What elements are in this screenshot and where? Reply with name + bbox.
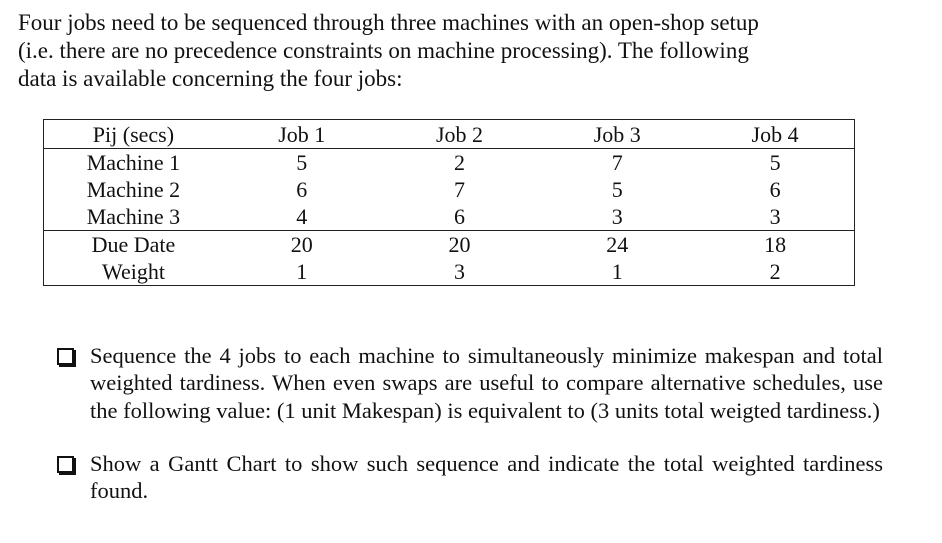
table-cell: 5	[611, 177, 623, 202]
column-header-job-2: Job 2	[435, 121, 484, 147]
task-text: Sequence the 4 jobs to each machine to simultaneously minimize makespan and total weighted tardiness. When even swaps are useful to compare alternative schedules, use the following value: (1 unit Makespan) is equivalent to (3 units total weigted tardiness.)	[90, 343, 883, 423]
table-cell: 1	[611, 259, 623, 284]
table-cell: 3	[769, 204, 781, 229]
table-cell: 5	[696, 149, 854, 177]
column-header-job-4: Job 4	[751, 121, 799, 147]
table-cell: 5	[223, 149, 381, 177]
list-item	[57, 342, 883, 424]
row-label: Due Date	[44, 231, 223, 259]
table-cell: 2	[769, 259, 781, 284]
table-cell: 6	[454, 204, 466, 229]
table-corner-label: Pij (secs)	[92, 121, 175, 147]
table-cell: 7	[538, 149, 696, 177]
column-header-job-3: Job 3	[593, 121, 641, 147]
intro-paragraph: Four jobs need to be sequenced through three machines with an open-shop setup (i.e. there are no precedence constraints on machine processing). The following data is available concerning the four jobs:	[18, 10, 759, 91]
job-data-table	[43, 119, 855, 286]
row-label: Weight	[101, 259, 165, 284]
checkbox-icon	[57, 348, 74, 365]
list-item	[57, 450, 883, 505]
table-cell: 4	[296, 204, 308, 229]
column-header-job-1: Job 1	[278, 121, 326, 147]
task-list	[57, 342, 883, 530]
row-label: Machine 1	[44, 149, 223, 177]
checkbox-icon	[57, 456, 74, 473]
table-cell: 20	[381, 231, 539, 259]
table-cell: 1	[296, 259, 308, 284]
table-row-machine-1	[44, 149, 855, 177]
row-label: Machine 3	[86, 204, 181, 229]
row-label: Machine 2	[86, 177, 181, 202]
table-row-machine-3	[44, 203, 855, 231]
table-cell: 6	[296, 177, 308, 202]
table-cell: 6	[769, 177, 781, 202]
table-cell: 2	[381, 149, 539, 177]
table-header-row	[44, 120, 855, 149]
table-cell: 3	[611, 204, 623, 229]
table-cell: 24	[538, 231, 696, 259]
table-cell: 3	[454, 259, 466, 284]
table-cell: 20	[223, 231, 381, 259]
table-cell: 18	[696, 231, 854, 259]
task-text: Show a Gantt Chart to show such sequence and indicate the total weighted tardiness found.	[90, 450, 883, 504]
table-row-machine-2	[44, 176, 855, 203]
table-cell: 7	[454, 177, 466, 202]
table-row-due-date	[44, 231, 855, 259]
table-row-weight	[44, 258, 855, 286]
